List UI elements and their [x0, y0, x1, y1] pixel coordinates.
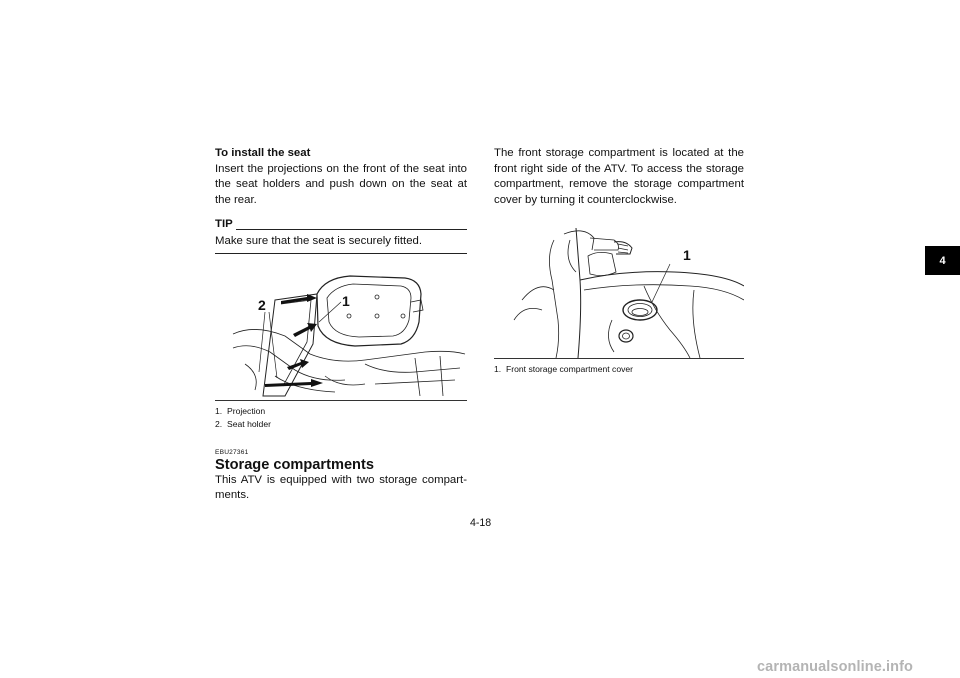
tip-header: [215, 217, 467, 233]
caption-item: 1. Front storage compartment cover: [494, 364, 634, 375]
seat-drawing: [215, 264, 467, 400]
caption-item: 2. Seat holder: [215, 418, 271, 429]
install-seat-heading: To install the seat: [215, 147, 311, 159]
watermark-text: carmanualsonline.info: [757, 659, 913, 675]
callout-1: 1: [683, 247, 691, 264]
tip-box: [215, 217, 467, 253]
front-storage-paragraph: The front storage compartment is located at the front right side of the ATV. To access the storage compartment, remove the storage compartment cover by turning it counterclockwise.: [494, 147, 744, 206]
chapter-tab: 4: [925, 246, 960, 275]
section-title: Storage compartments: [215, 456, 374, 473]
tip-rule: [236, 229, 467, 230]
left-column: [215, 146, 467, 504]
right-column: [494, 146, 744, 376]
storage-drawing: [494, 220, 744, 358]
left-figure-captions: [215, 405, 467, 431]
install-seat-paragraph: Insert the projections on the front of the seat into the seat holders and push down on the seat at the rear.: [215, 162, 467, 206]
tip-text: Make sure that the seat is securely fitted.: [215, 234, 423, 247]
front-storage-illustration: [494, 220, 744, 359]
callout-1: 1: [342, 292, 350, 309]
section-code: EBU27361: [215, 448, 249, 456]
caption-item: 1. Projection: [215, 405, 266, 416]
tip-label: TIP: [215, 218, 233, 231]
page-number: 4-18: [470, 517, 492, 529]
section-paragraph: This ATV is equipped with two storage compart-ments.: [215, 473, 467, 502]
right-figure-captions: [494, 363, 744, 376]
seat-installation-illustration: [215, 264, 467, 401]
callout-2: 2: [258, 296, 266, 313]
